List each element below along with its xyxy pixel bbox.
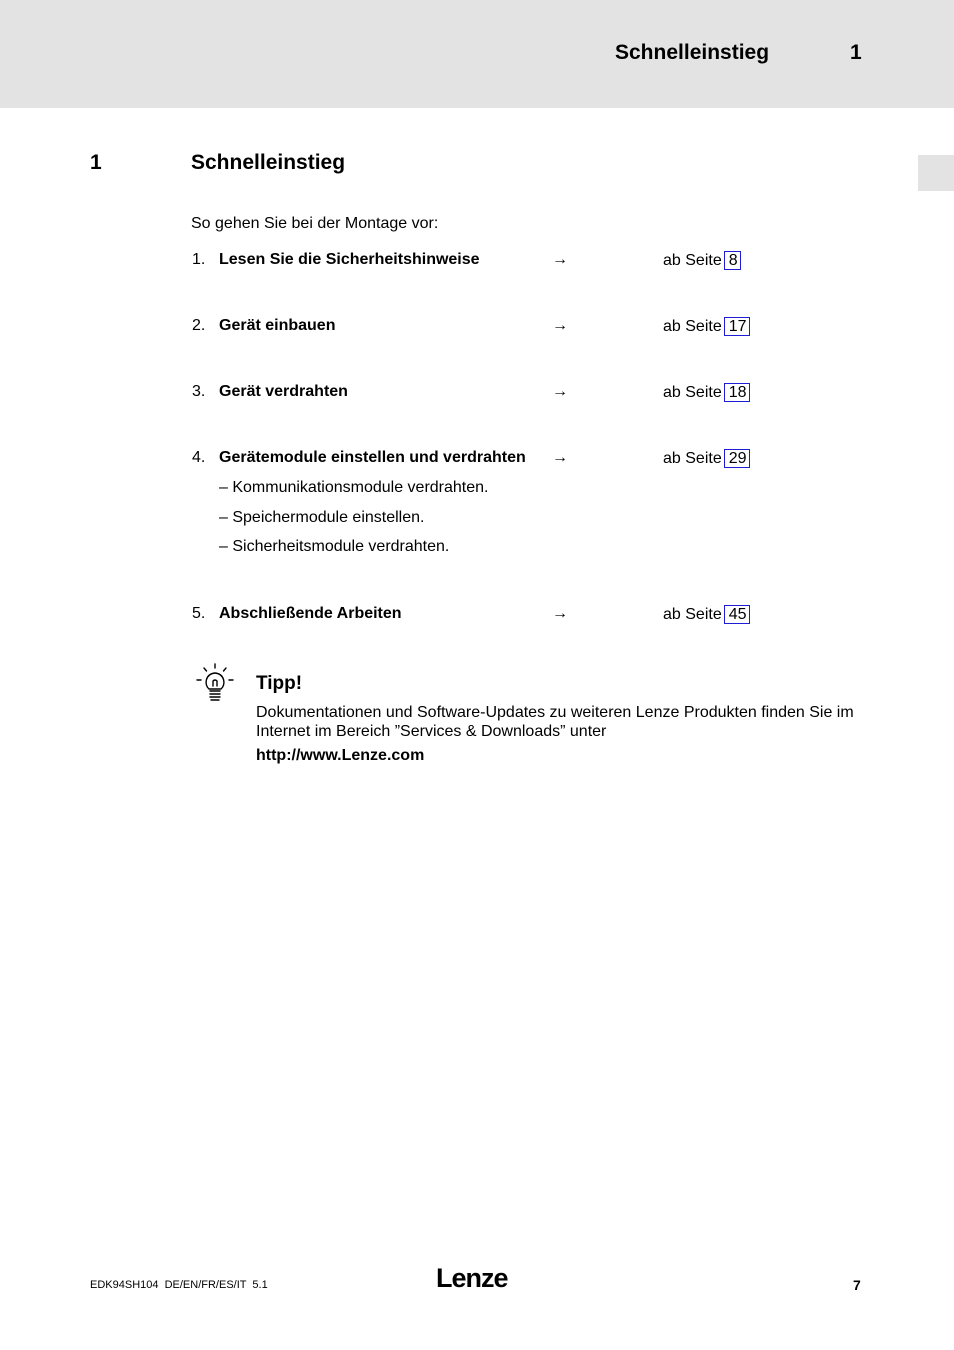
tip-heading: Tipp! (256, 673, 303, 694)
step-4-subitem: – Speichermodule einstellen. (219, 509, 425, 526)
tip-text: Dokumentationen und Software-Updates zu weiteren Lenze Produkten finden Sie im Internet im Bereich ”Services & Downloads” unter (256, 704, 854, 740)
step-label: Abschließende Arbeiten (219, 605, 402, 622)
lightbulb-icon (195, 662, 235, 702)
step-label: Gerätemodule einstellen und verdrahten (219, 449, 526, 466)
step-page-ref (663, 383, 750, 402)
step-3 (0, 383, 954, 407)
page-prefix: ab Seite (663, 384, 722, 401)
step-number: 2. (192, 317, 206, 334)
step-page-ref (663, 449, 750, 468)
step-label: Lesen Sie die Sicherheitshinweise (219, 251, 480, 268)
arrow-right-icon: → (552, 251, 568, 268)
page-number: 7 (853, 1277, 861, 1293)
step-4-subitem: – Kommunikationsmodule verdrahten. (219, 479, 489, 496)
step-1 (0, 251, 954, 275)
step-page-ref (663, 251, 741, 270)
arrow-right-icon: → (552, 383, 568, 400)
step-4 (0, 449, 954, 473)
step-number: 5. (192, 605, 206, 622)
arrow-right-icon: → (552, 449, 568, 466)
step-4-subitem: – Sicherheitsmodule verdrahten. (219, 538, 450, 555)
step-number: 3. (192, 383, 206, 400)
step-label: Gerät verdrahten (219, 383, 348, 400)
intro-text: So gehen Sie bei der Montage vor: (191, 215, 439, 232)
page-prefix: ab Seite (663, 318, 722, 335)
step-page-ref (663, 605, 750, 624)
page-prefix: ab Seite (663, 450, 722, 467)
header-title: Schnelleinstieg (615, 41, 770, 64)
step-page-ref (663, 317, 750, 336)
arrow-right-icon: → (552, 605, 568, 622)
header-chapter-number: 1 (850, 41, 862, 64)
chapter-side-tab (918, 155, 954, 191)
section-title: Schnelleinstieg (191, 151, 346, 174)
step-number: 4. (192, 449, 206, 466)
page-link[interactable]: 18 (724, 383, 750, 402)
arrow-right-icon: → (552, 317, 568, 334)
page-link[interactable]: 17 (724, 317, 750, 336)
page-link[interactable]: 29 (724, 449, 750, 468)
step-5 (0, 605, 954, 629)
step-number: 1. (192, 251, 206, 268)
lenze-logo: Lenze (436, 1263, 508, 1293)
step-2 (0, 317, 954, 341)
tip-url-link[interactable]: http://www.Lenze.com (256, 747, 425, 764)
section-number: 1 (90, 151, 102, 174)
page-link[interactable]: 45 (724, 605, 750, 624)
page-prefix: ab Seite (663, 252, 722, 269)
page-prefix: ab Seite (663, 606, 722, 623)
footer-doc-id: EDK94SH104 DE/EN/FR/ES/IT 5.1 (90, 1279, 268, 1291)
step-label: Gerät einbauen (219, 317, 336, 334)
header-band (0, 0, 954, 108)
page-link[interactable]: 8 (724, 251, 741, 270)
